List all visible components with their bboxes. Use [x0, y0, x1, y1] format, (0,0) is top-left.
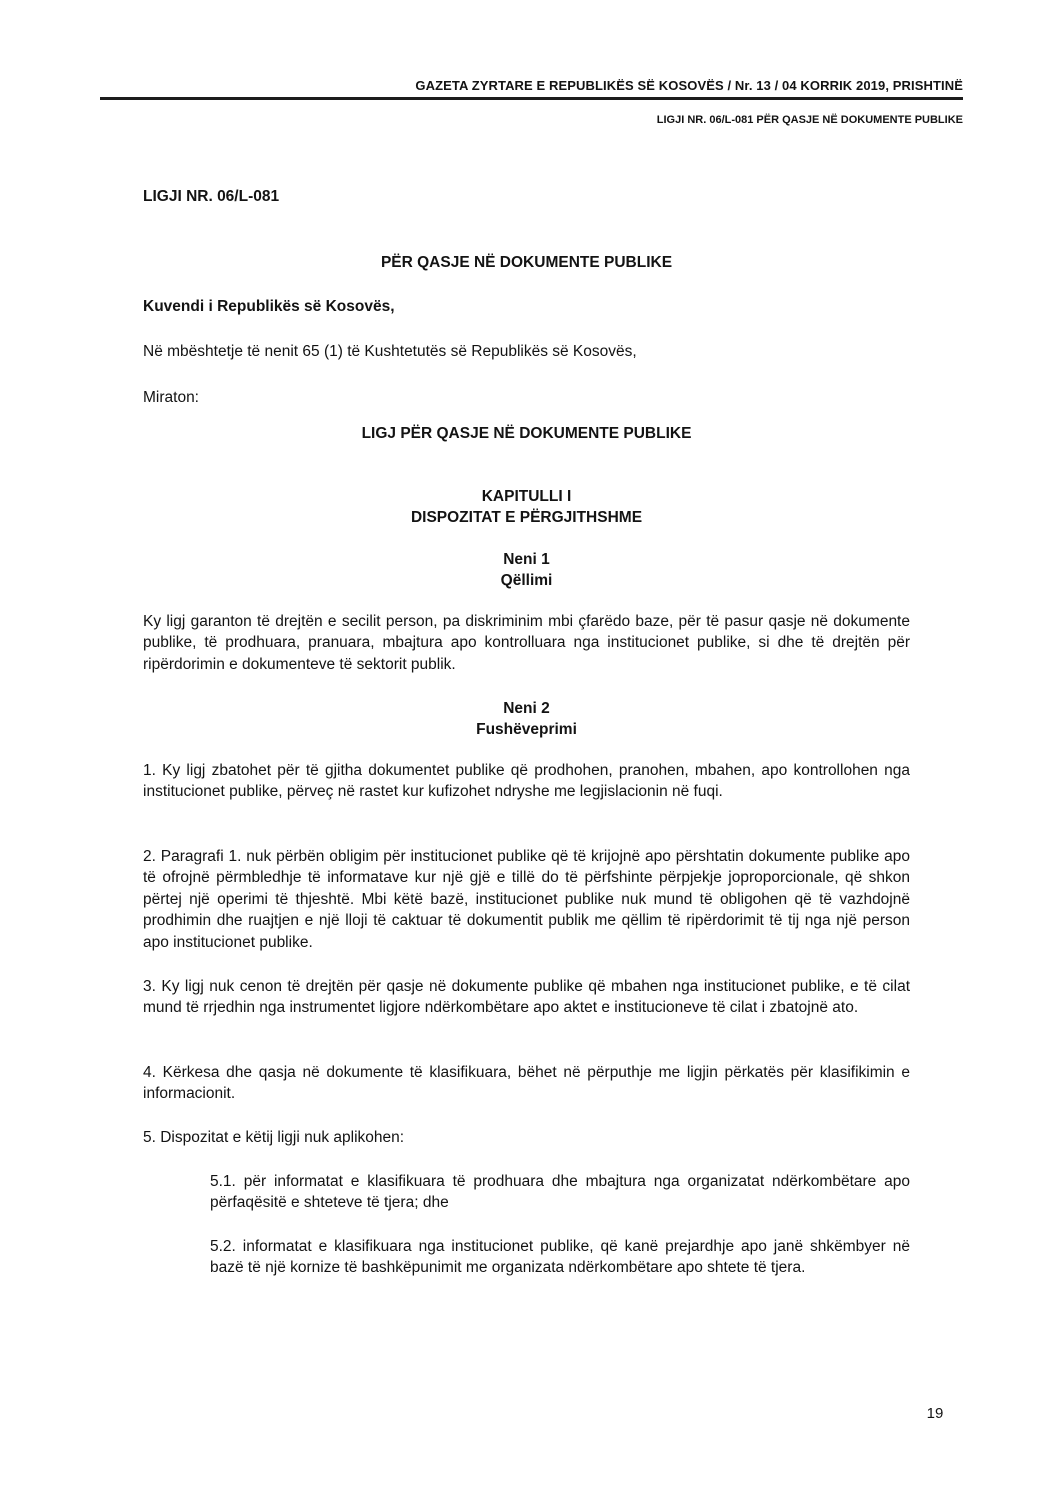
header-divider: [100, 97, 963, 100]
article-2-number: Neni 2: [503, 700, 550, 717]
article-2-paragraph-5: 5. Dispozitat e këtij ligji nuk aplikohen:: [143, 1129, 405, 1146]
constitutional-basis-line: Në mbështetje të nenit 65 (1) të Kushtetutës së Republikës së Kosovës,: [143, 343, 637, 360]
chapter-heading: [143, 486, 910, 529]
assembly-line: Kuvendi i Republikës së Kosovës,: [143, 298, 395, 315]
chapter-number: KAPITULLI I: [481, 488, 572, 505]
article-1-title: Qëllimi: [500, 572, 553, 590]
article-2-paragraph-3: 3. Ky ligj nuk cenon të drejtën për qasje në dokumente publike që mbahen nga institucionet publike, e të cilat mund të rrjedhin nga instrumentet ligjore ndërkombëtare apo aktet e institucioneve të cilat i zbatojnë ato.: [143, 978, 910, 1017]
article-2-subparagraph-5-2: 5.2. informatat e klasifikuara nga institucionet publike, që kanë prejardhje apo janë shkëmbyer në bazë të një kornize të bashkëpunimit me organizata ndërkombëtare apo shtete të tjera.: [210, 1238, 910, 1277]
law-title: PËR QASJE NË DOKUMENTE PUBLIKE: [380, 254, 673, 271]
article-2-title: Fushëveprimi: [476, 721, 577, 739]
article-1-paragraph: Ky ligj garanton të drejtën e secilit person, pa diskriminim mbi çfarëdo baze, për të pasur qasje në dokumente publike, të prodhuara, pranuara, mbajtura apo kontrolluara nga institucionet publike, si dhe të drejtën për ripërdorimin e dokumenteve të sektorit publik.: [143, 613, 910, 673]
article-2-paragraph-4: 4. Kërkesa dhe qasja në dokumente të klasifikuara, bëhet në përputhje me ligjin përkatës për klasifikimin e informacionit.: [143, 1064, 910, 1103]
gazette-header-line: GAZETA ZYRTARE E REPUBLIKËS SË KOSOVËS / Nr. 13 / 04 KORRIK 2019, PRISHTINË: [415, 78, 963, 93]
page-number: 19: [926, 1405, 944, 1422]
law-number: LIGJI NR. 06/L-081: [143, 188, 280, 205]
approves-line: Miraton:: [143, 389, 199, 406]
law-header-line: LIGJI NR. 06/L-081 PËR QASJE NË DOKUMENTE PUBLIKE: [656, 114, 963, 126]
chapter-title: DISPOZITAT E PËRGJITHSHME: [410, 509, 643, 527]
article-2-subparagraph-5-1: 5.1. për informatat e klasifikuara të prodhuara dhe mbajtura nga organizatat ndërkombëtare apo përfaqësitë e shteteve të tjera; dhe: [210, 1173, 910, 1212]
article-2-paragraph-2: 2. Paragrafi 1. nuk përbën obligim për institucionet publike që të krijojnë apo përshtatin dokumente publike apo të ofrojnë përmbledhje të informatave kur një gjë e tillë do të përfshinte përpjekje joproporcionale, që shkon përtej një operimi të thjeshtë. Mbi këtë bazë, institucionet publike nuk mund të obligohen që të vazhdojnë prodhimin dhe ruajtjen e një lloji të caktuar të dokumentit publik me qëllim të ripërdorimit të tij nga një person apo institucionet publike.: [143, 848, 910, 951]
article-2-paragraph-1: 1. Ky ligj zbatohet për të gjitha dokumentet publike që prodhohen, pranohen, mbahen, apo kontrollohen nga institucionet publike, përveç në rastet kur kufizohet ndryshe me legjislacionin në fuqi.: [143, 762, 910, 801]
article-1-heading: [143, 549, 910, 592]
act-title: LIGJ PËR QASJE NË DOKUMENTE PUBLIKE: [361, 425, 692, 442]
article-1-number: Neni 1: [503, 551, 550, 568]
article-2-heading: [143, 698, 910, 741]
